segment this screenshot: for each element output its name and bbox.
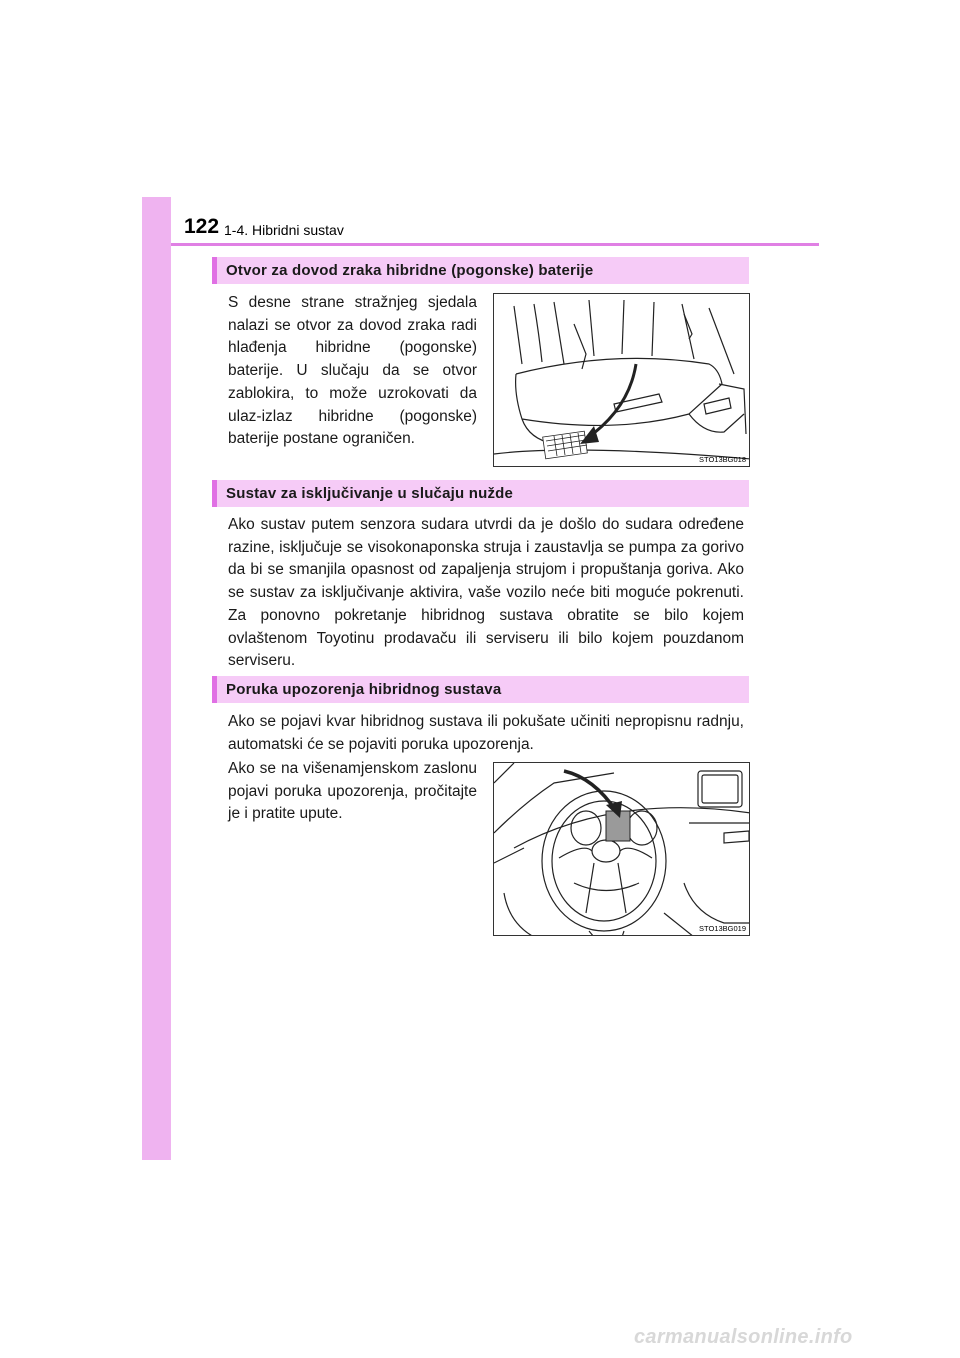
figure-rear-seat-air-intake	[493, 293, 750, 467]
paragraph-warning-message-2: Ako se na višenamjenskom zaslonu pojavi poruka upozorenja, pročitajte je i pratite upute.	[228, 760, 477, 823]
dashboard-illustration	[494, 763, 750, 936]
section-title-warning-message: Poruka upozorenja hibridnog sustava	[226, 681, 502, 698]
section-title-emergency-shutoff: Sustav za isključivanje u slučaju nužde	[226, 485, 514, 502]
page-number: 122	[184, 215, 220, 238]
figure-caption-air-intake: STO13BG018	[699, 455, 746, 464]
vent-grille	[543, 431, 588, 459]
section-title-air-intake: Otvor za dovod zraka hibridne (pogonske) baterije	[226, 262, 594, 279]
paragraph-warning-message-1: Ako se pojavi kvar hibridnog sustava ili pokušate učiniti nepropisnu radnju, automatski će se pojaviti poruka upozorenja.	[228, 713, 744, 753]
paragraph-air-intake: S desne strane stražnjeg sjedala nalazi se otvor za dovod zraka radi hlađenja hibridne (pogonske) baterije. U slučaju da se otvor zablokira, to može uzrokovati da ulaz-izlaz hibridne (pogonske) baterije postane ograničen.	[228, 294, 477, 448]
figure-caption-dashboard: STO13BG019	[699, 924, 746, 933]
footer-watermark: carmanualsonline.info	[634, 1326, 853, 1348]
section-header-emergency-shutoff	[212, 480, 749, 507]
rear-seat-illustration	[494, 294, 750, 467]
side-tab	[142, 197, 171, 1160]
paragraph-emergency-shutoff: Ako sustav putem senzora sudara utvrdi da je došlo do sudara određene razine, isključuje se visokonaponska struja i zaustavlja se pumpa za gorivo da bi se smanjila opasnost od zapaljenja strujom i propuštanja goriva. Ako se sustav za isključivanje aktivira, vaše vozilo neće biti moguće pokrenuti. Za ponovno pokretanje hibridnog sustava obratite se bilo kojem ovlaštenom Toyotinu prodavaču ili serviseru ili bilo kojem pouzdanom serviseru.	[228, 516, 744, 670]
figure-dashboard-display	[493, 762, 750, 936]
section-header-air-intake	[212, 257, 749, 284]
section-header-warning-message	[212, 676, 749, 703]
header-rule	[171, 243, 819, 246]
chapter-title: 1-4. Hibridni sustav	[224, 222, 344, 238]
